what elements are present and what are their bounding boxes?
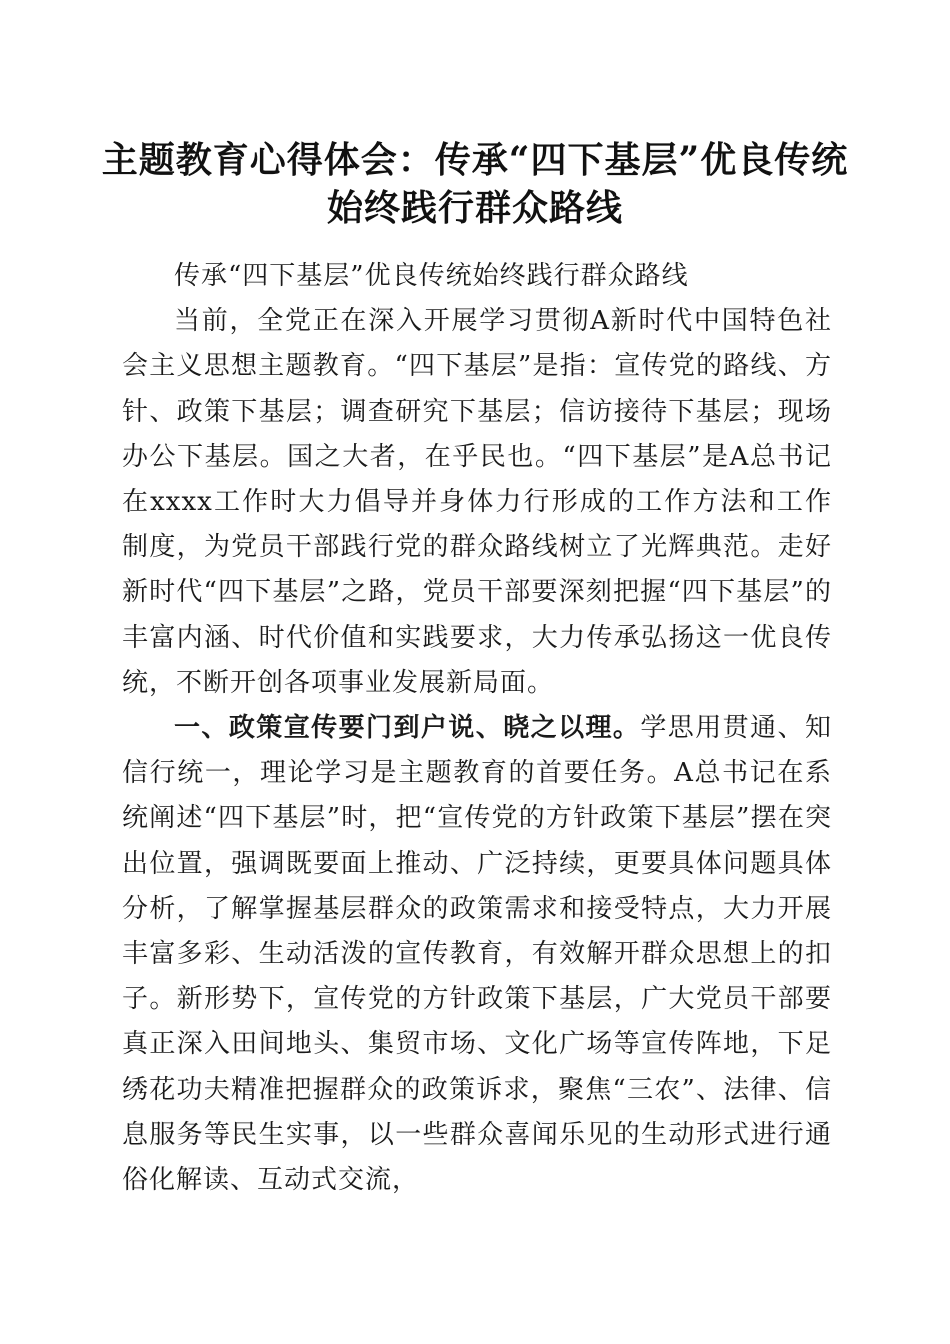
document-title: 主题教育心得体会：传承“四下基层”优良传统始终践行群众路线 bbox=[101, 139, 849, 229]
intro-paragraph: 当前，全党正在深入开展学习贯彻A新时代中国特色社会主义思想主题教育。“四下基层”是指：宣传党的路线、方针、政策下基层；调查研究下基层；信访接待下基层；现场办公下基层。国之大者，在乎民也。“四下基层”是A总书记在xxxx工作时大力倡导并身体力行形成的工作方法和工作制度，为党员干部践行党的群众路线树立了光辉典范。走好新时代“四下基层”之路，党员干部要深刻把握“四下基层”的丰富内涵、时代价值和实践要求，大力传承弘扬这一优良传统，不断开创各项事业发展新局面。 bbox=[122, 306, 832, 698]
section-one-heading: 一、政策宣传要门到户说、晓之以理。 bbox=[174, 713, 641, 744]
subtitle-line: 传承“四下基层”优良传统始终践行群众路线 bbox=[174, 261, 689, 291]
section-one-text: 学思用贯通、知信行统一，理论学习是主题教育的首要任务。A总书记在系统阐述“四下基层”时，把“宣传党的方针政策下基层”摆在突出位置，强调既要面上推动、广泛持续，更要具体问题具体分析，了解掌握基层群众的政策需求和接受特点，大力开展丰富多彩、生动活泼的宣传教育，有效解开群众思想上的扣子。新形势下，宣传党的方针政策下基层，广大党员干部要真正深入田间地头、集贸市场、文化广场等宣传阵地，下足绣花功夫精准把握群众的政策诉求，聚焦“三农”、法律、信息服务等民生实事，以一些群众喜闻乐见的生动形式进行通俗化解读、互动式交流， bbox=[122, 713, 832, 1196]
document-body bbox=[122, 254, 832, 1203]
section-one-paragraph bbox=[122, 706, 832, 1203]
